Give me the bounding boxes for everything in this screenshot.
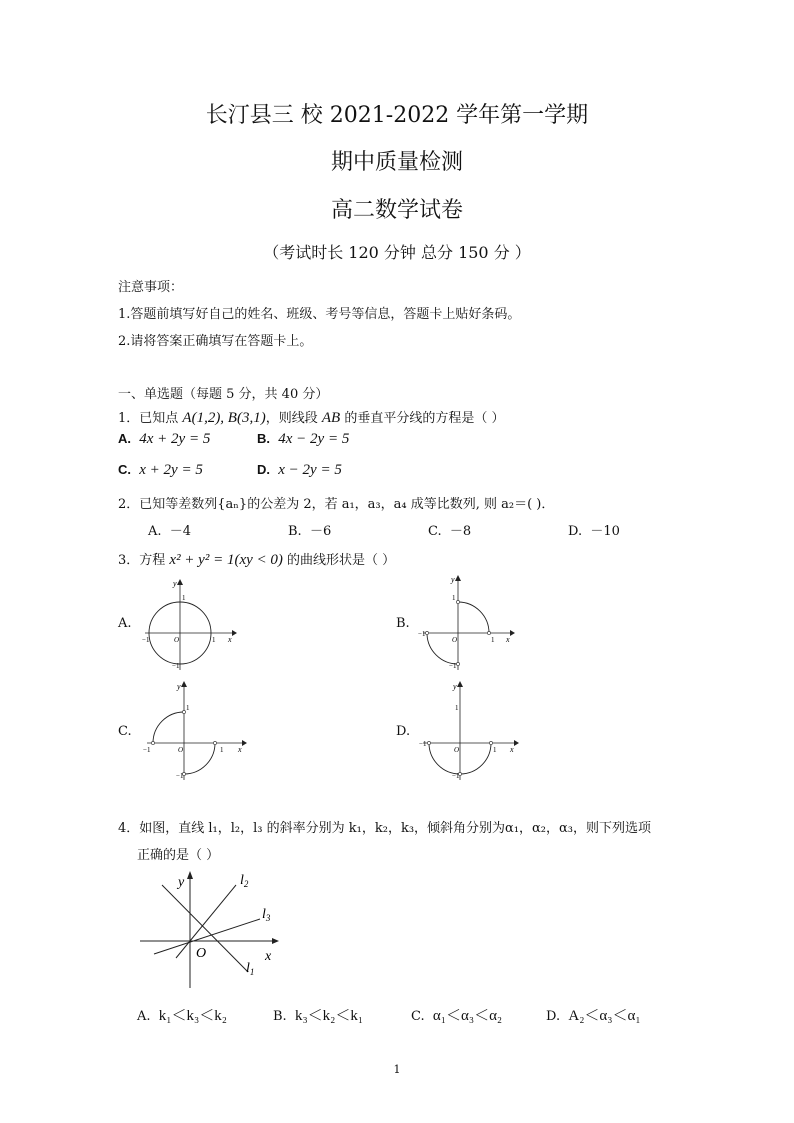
graph-d-tick-neg1: −1 [419,740,427,748]
graph-d-tick-1: 1 [493,746,497,754]
question-2-option-d: D. －10 [568,524,620,539]
graph-d-x-label: x [510,745,514,754]
question-2-stem: 2．已知等差数列{aₙ}的公差为 2，若 a₁，a₃，a₄ 成等比数列, 则 a₂＝( )． [118,497,555,512]
page-number: 1 [393,1063,401,1076]
graph-b-y-label: y [451,575,455,584]
graph-a-tick-1: 1 [212,636,216,644]
graph-b-tick-yneg1: −1 [449,662,457,670]
question-3-graph-d [418,680,522,780]
question-2-option-a: A. －4 [148,524,192,539]
question-3-option-c-label: C. [118,724,132,739]
exam-duration-score: （考试时长 120 分钟 总分 150 分 ） [263,243,531,262]
graph-b-tick-neg1: −1 [418,630,426,638]
line-l3 [154,919,260,954]
figure-l1-label: $l_1$ [246,961,255,977]
graph-d-origin: O [454,746,460,754]
graph-a-x-label: x [228,635,232,644]
graph-c-tick-1: 1 [220,746,224,754]
graph-c-tick-y1: 1 [186,704,190,712]
graph-a-tick-yneg1: −1 [172,662,180,670]
notes-item-2: 2.请将答案正确填写在答题卡上。 [118,334,313,349]
graph-d-tick-yneg1: −1 [452,772,460,780]
graph-b-tick-1: 1 [491,636,495,644]
section-single-choice-title: 一、单选题（每题 5 分，共 40 分） [118,387,329,402]
graph-c-tick-yneg1: −1 [176,772,184,780]
question-3-graph-c [142,680,252,780]
graph-a-tick-neg1: −1 [142,636,150,644]
graph-b-x-label: x [506,635,510,644]
notes-item-1: 1.答题前填写好自己的姓名、班级、考号等信息，答题卡上贴好条码。 [118,307,521,322]
figure-l3-label: $l_3$ [262,907,271,923]
exam-title-school: 长汀县三 校 2021-2022 学年第一学期 [205,103,589,128]
notes-title: 注意事项： [118,280,184,295]
question-2-option-b: B. －6 [288,524,332,539]
graph-c-origin: O [178,746,184,754]
question-4-option-c: C. α₁＜α₃＜α₂ [411,1008,503,1024]
question-4-stem-line-1: 4．如图，直线 l₁，l₂，l₃ 的斜率分别为 k₁，k₂，k₃，倾斜角分别为α₁，α₂，α₃，则下列选项 [118,821,652,836]
question-4-option-b: B. k₃＜k₂＜k₁ [273,1008,364,1024]
question-3-option-a-label: A. [118,616,132,631]
exam-title-type: 期中质量检测 [330,150,463,175]
question-3-option-b-label: B. [396,616,410,631]
question-4-option-d: D. A₂＜α₃＜α₁ [546,1008,641,1024]
graph-c-x-label: x [238,745,242,754]
figure-l2-label: $l_2$ [240,873,249,889]
question-2-option-c: C. －8 [428,524,472,539]
question-1-option-d: D. x − 2y = 5 [257,462,342,478]
figure-y-label: y [178,875,185,890]
question-1-option-a: A. 4x + 2y = 5 [118,431,211,447]
question-1-option-c: C. x + 2y = 5 [118,462,203,478]
graph-d-tick-y1: 1 [455,704,459,712]
graph-b-tick-y1: 1 [452,594,456,602]
graph-b-origin: O [452,636,458,644]
question-3-graph-b [418,574,518,670]
question-3-option-d-label: D. [396,724,411,739]
figure-x-label: x [265,949,272,964]
question-4-stem-line-2: 正确的是（ ） [137,848,220,863]
exam-title-subject: 高二数学试卷 [330,198,463,223]
graph-c-y-label: y [177,682,181,691]
figure-origin: O [196,946,207,961]
graph-d-y-label: y [453,682,457,691]
question-3-graph-a [140,578,240,670]
question-3-stem: 3．方程 x² + y² = 1(xy < 0) 的曲线形状是（ ） [118,552,396,568]
graph-a-tick-y1: 1 [182,594,186,602]
graph-a-origin: O [174,636,180,644]
graph-a-y-label: y [173,579,177,588]
question-1-option-b: B. 4x − 2y = 5 [257,431,350,447]
question-4-figure [138,868,288,990]
question-1-stem: 1．已知点 A(1,2), B(3,1)，则线段 AB 的垂直平分线的方程是（ ） [118,410,505,426]
graph-c-tick-neg1: −1 [143,746,151,754]
question-4-option-a: A. k₁＜k₃＜k₂ [137,1008,227,1024]
